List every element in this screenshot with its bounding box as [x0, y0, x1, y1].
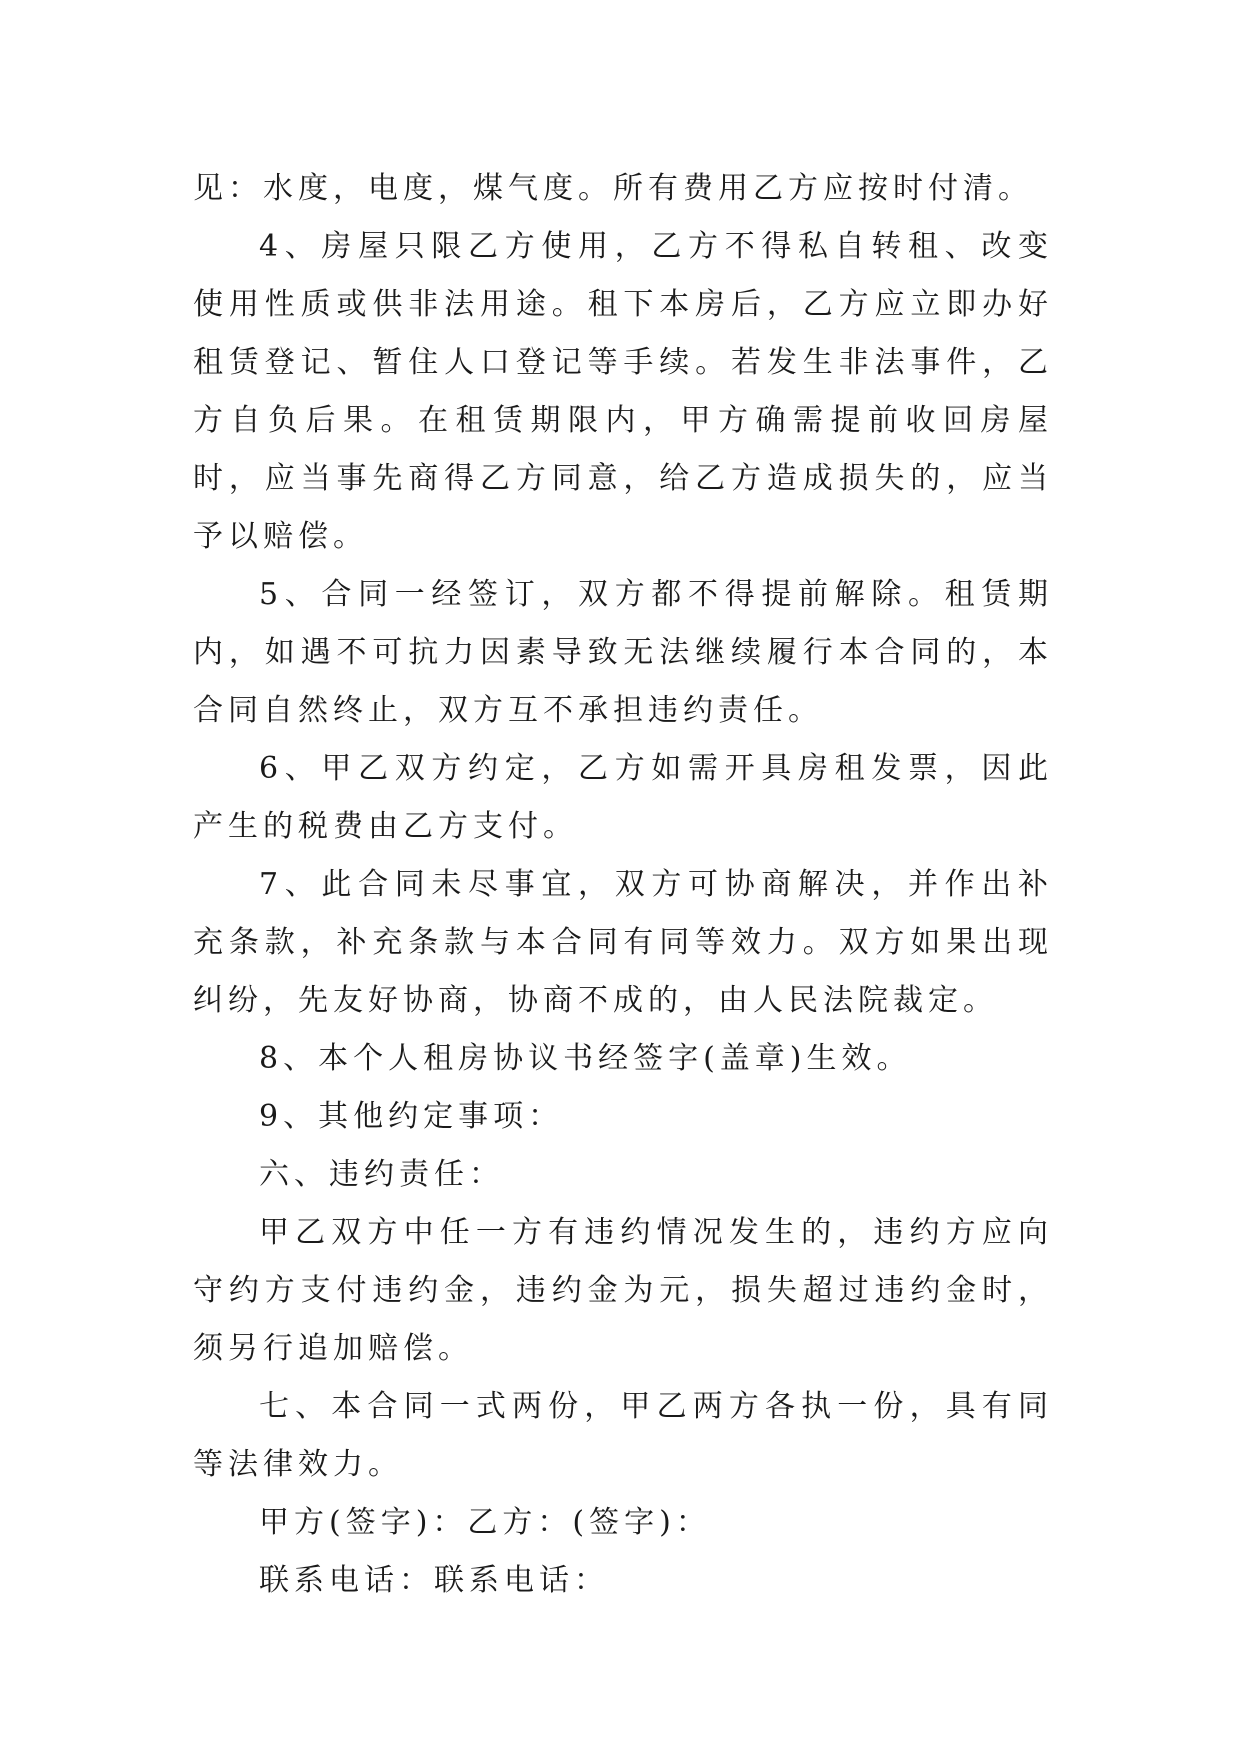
document-body — [193, 160, 1053, 1610]
paragraph-copies-clause: 七、本合同一式两份，甲乙两方各执一份，具有同等法律效力。 — [193, 1389, 1053, 1482]
paragraph-clause-5: 5、合同一经签订，双方都不得提前解除。租赁期内，如遇不可抗力因素导致无法继续履行本合同的，本合同自然终止，双方互不承担违约责任。 — [193, 577, 1053, 728]
paragraph-utilities-continuation: 见：水度，电度，煤气度。所有费用乙方应按时付清。 — [193, 171, 1033, 206]
paragraph-clause-7: 7、此合同未尽事宜，双方可协商解决，并作出补充条款，补充条款与本合同有同等效力。双方如果出现纠纷，先友好协商，协商不成的，由人民法院裁定。 — [193, 867, 1053, 1018]
contact-phone-line: 联系电话：联系电话： — [259, 1563, 609, 1598]
paragraph-clause-4: 4、房屋只限乙方使用，乙方不得私自转租、改变使用性质或供非法用途。租下本房后，乙方应立即办好租赁登记、暂住人口登记等手续。若发生非法事件，乙方自负后果。在租赁期限内，甲方确需提前收回房屋时，应当事先商得乙方同意，给乙方造成损失的，应当予以赔偿。 — [193, 229, 1053, 554]
signature-line: 甲方(签字)：乙方：(签字)： — [259, 1505, 711, 1540]
paragraph-clause-8: 8、本个人租房协议书经签字(盖章)生效。 — [259, 1041, 912, 1076]
paragraph-clause-6: 6、甲乙双方约定，乙方如需开具房租发票，因此产生的税费由乙方支付。 — [193, 751, 1053, 844]
paragraph-clause-9: 9、其他约定事项： — [259, 1099, 564, 1134]
paragraph-breach-terms: 甲乙双方中任一方有违约情况发生的，违约方应向守约方支付违约金，违约金为元，损失超过违约金时，须另行追加赔偿。 — [193, 1215, 1053, 1366]
section-heading-breach: 六、违约责任： — [259, 1157, 504, 1192]
